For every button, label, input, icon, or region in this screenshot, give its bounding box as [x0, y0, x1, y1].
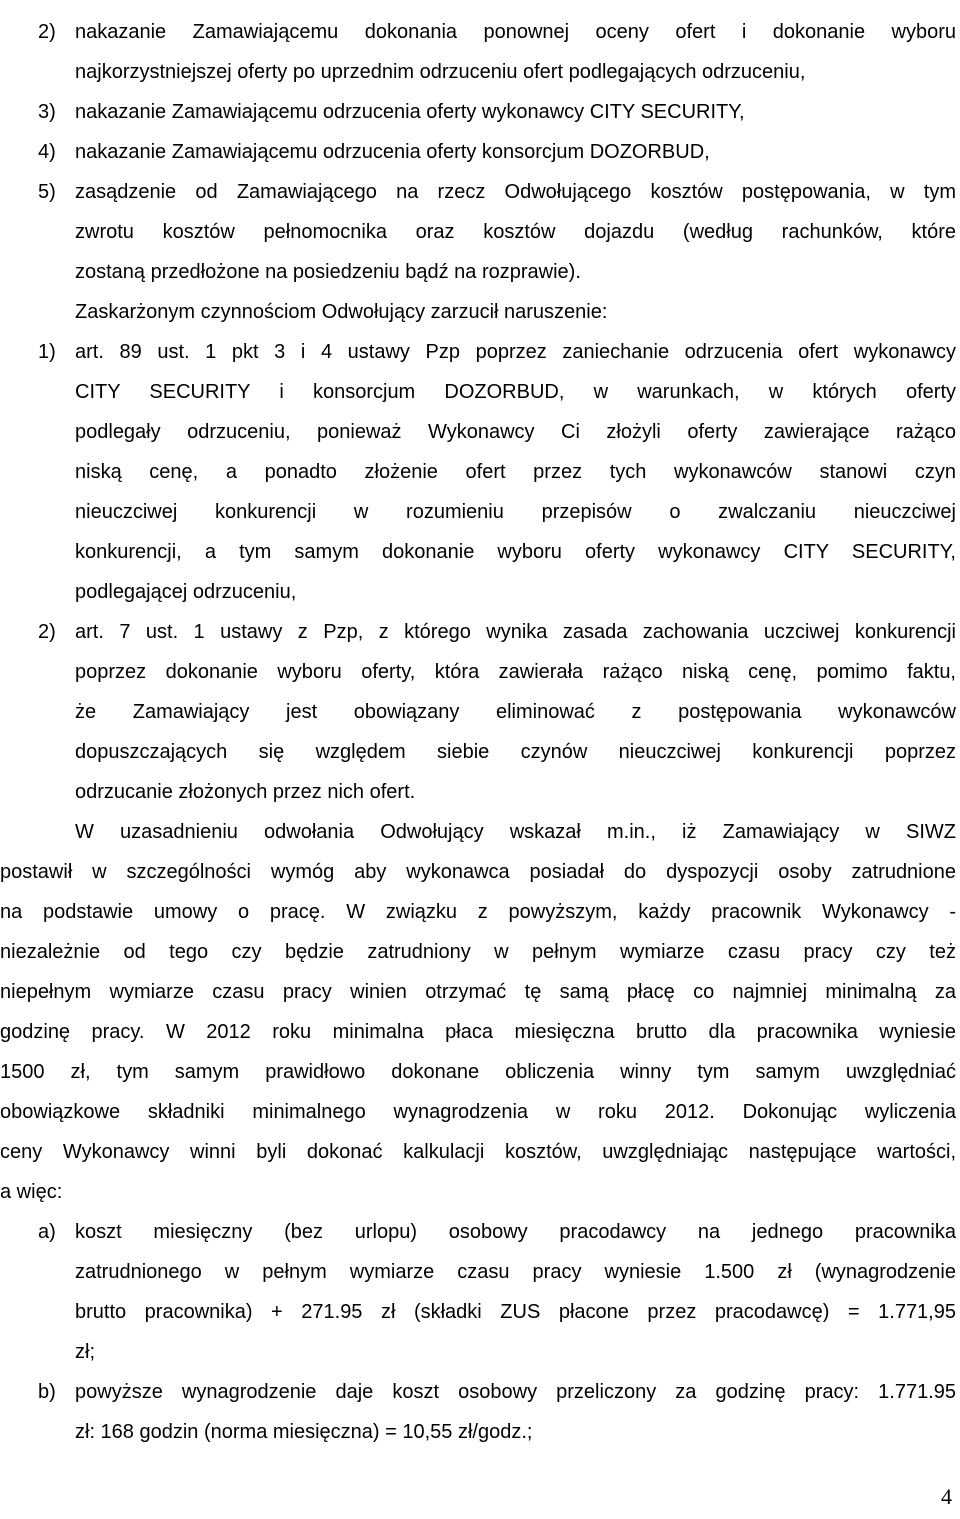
text-line: najkorzystniejszej oferty po uprzednim odrzuceniu ofert podlegających odrzuceniu,	[75, 61, 806, 83]
text-line: niezależnie od tego czy będzie zatrudniony w pełnym wymiarze czasu pracy czy też	[0, 941, 956, 963]
text-line: postawił w szczególności wymóg aby wykonawca posiadał do dyspozycji osoby zatrudnione	[0, 861, 956, 883]
text-line: niską cenę, a ponadto złożenie ofert przez tych wykonawców stanowi czyn	[75, 461, 956, 483]
text-line: konkurencji, a tym samym dokonanie wyboru oferty wykonawcy CITY SECURITY,	[75, 541, 956, 563]
text-line: W uzasadnieniu odwołania Odwołujący wskazał m.in., iż Zamawiający w SIWZ	[75, 821, 956, 843]
list-marker: 2)	[38, 21, 56, 43]
text-line: zatrudnionego w pełnym wymiarze czasu pracy wyniesie 1.500 zł (wynagrodzenie	[75, 1261, 956, 1283]
text-line: Zaskarżonym czynnościom Odwołujący zarzucił naruszenie:	[75, 301, 608, 323]
page-number: 4	[941, 1484, 952, 1509]
text-line: zostaną przedłożone na posiedzeniu bądź na rozprawie).	[75, 261, 581, 283]
text-line: CITY SECURITY i konsorcjum DOZORBUD, w warunkach, w których oferty	[75, 381, 956, 403]
text-line: zasądzenie od Zamawiającego na rzecz Odwołującego kosztów postępowania, w tym	[75, 181, 956, 203]
text-line: zł: 168 godzin (norma miesięczna) = 10,55 zł/godz.;	[75, 1421, 533, 1443]
text-line: koszt miesięczny (bez urlopu) osobowy pracodawcy na jednego pracownika	[75, 1221, 956, 1243]
text-line: art. 89 ust. 1 pkt 3 i 4 ustawy Pzp poprzez zaniechanie odrzucenia ofert wykonawcy	[75, 341, 956, 363]
text-line: ceny Wykonawcy winni byli dokonać kalkulacji kosztów, uwzględniając następujące wartości,	[0, 1141, 956, 1163]
list-marker: b)	[38, 1381, 56, 1403]
text-line: zł;	[75, 1341, 95, 1363]
text-line: nakazanie Zamawiającemu odrzucenia oferty wykonawcy CITY SECURITY,	[75, 101, 745, 123]
text-line: dopuszczających się względem siebie czynów nieuczciwej konkurencji poprzez	[75, 741, 956, 763]
text-line: na podstawie umowy o pracę. W związku z powyższym, każdy pracownik Wykonawcy -	[0, 901, 956, 923]
text-line: obowiązkowe składniki minimalnego wynagrodzenia w roku 2012. Dokonując wyliczenia	[0, 1101, 956, 1123]
list-marker: 4)	[38, 141, 56, 163]
text-line: podlegającej odrzuceniu,	[75, 581, 297, 603]
text-line: powyższe wynagrodzenie daje koszt osobowy przeliczony za godzinę pracy: 1.771.95	[75, 1381, 956, 1403]
text-line: niepełnym wymiarze czasu pracy winien otrzymać tę samą płacę co najmniej minimalną za	[0, 981, 956, 1003]
text-line: godzinę pracy. W 2012 roku minimalna płaca miesięczna brutto dla pracownika wyniesie	[0, 1021, 956, 1043]
text-line: a więc:	[0, 1181, 63, 1203]
list-marker: 2)	[38, 621, 56, 643]
text-line: podlegały odrzuceniu, ponieważ Wykonawcy Ci złożyli oferty zawierające rażąco	[75, 421, 956, 443]
list-marker: 1)	[38, 341, 56, 363]
text-line: że Zamawiający jest obowiązany eliminować z postępowania wykonawców	[75, 701, 956, 723]
text-line: odrzucanie złożonych przez nich ofert.	[75, 781, 416, 803]
text-line: brutto pracownika) + 271.95 zł (składki ZUS płacone przez pracodawcę) = 1.771,95	[75, 1301, 956, 1323]
text-line: zwrotu kosztów pełnomocnika oraz kosztów dojazdu (według rachunków, które	[75, 221, 956, 243]
text-line: poprzez dokonanie wyboru oferty, która zawierała rażąco niską cenę, pomimo faktu,	[75, 661, 956, 683]
list-marker: a)	[38, 1221, 56, 1243]
list-marker: 5)	[38, 181, 56, 203]
text-line: 1500 zł, tym samym prawidłowo dokonane obliczenia winny tym samym uwzględniać	[0, 1061, 956, 1083]
text-line: nakazanie Zamawiającemu dokonania ponownej oceny ofert i dokonanie wyboru	[75, 21, 956, 43]
text-line: nakazanie Zamawiającemu odrzucenia oferty konsorcjum DOZORBUD,	[75, 141, 710, 163]
list-marker: 3)	[38, 101, 56, 123]
text-line: nieuczciwej konkurencji w rozumieniu przepisów o zwalczaniu nieuczciwej	[75, 501, 956, 523]
text-line: art. 7 ust. 1 ustawy z Pzp, z którego wynika zasada zachowania uczciwej konkurencji	[75, 621, 956, 643]
